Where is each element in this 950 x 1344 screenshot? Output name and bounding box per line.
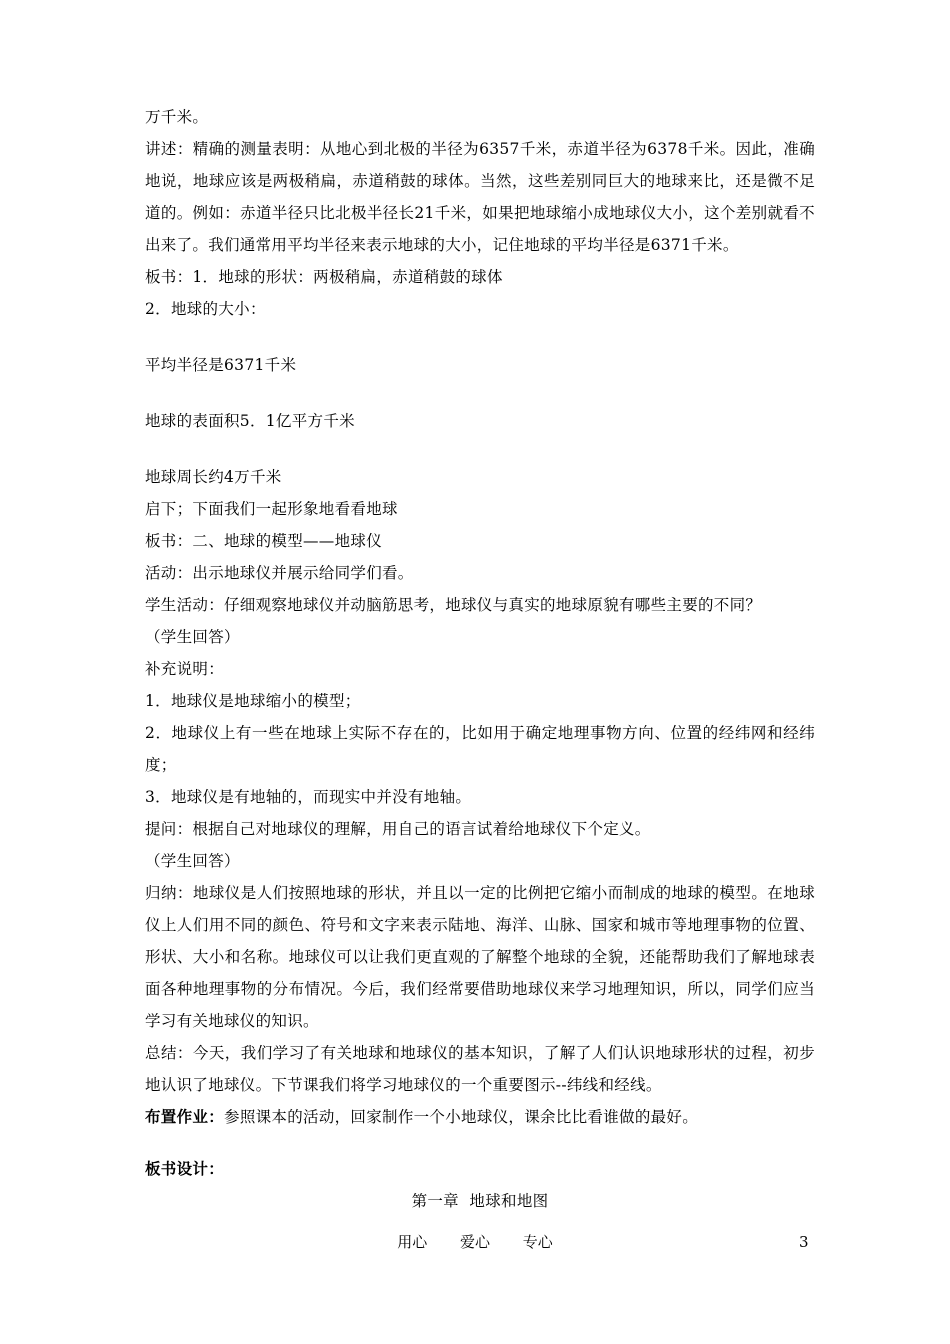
activity-line: 活动：出示地球仪并展示给同学们看。 <box>145 564 414 582</box>
board-note-shape: 板书：1．地球的形状：两极稍扁，赤道稍鼓的球体 <box>145 268 503 286</box>
surface-area-line: 地球的表面积5．1亿平方千米 <box>145 412 355 430</box>
board-design-heading: 板书设计： <box>145 1159 225 1178</box>
student-answer-line: （学生回答） <box>145 628 240 646</box>
supplement-heading: 补充说明： <box>145 660 225 678</box>
footer-motto-2: 爱心 <box>459 1233 490 1251</box>
board-note-globe: 板书：二、地球的模型——地球仪 <box>145 532 383 550</box>
chapter-title: 第一章 地球和地图 <box>411 1192 549 1210</box>
homework-label: 布置作业： <box>145 1107 225 1126</box>
board-note-size: 2．地球的大小： <box>145 300 266 318</box>
circumference-line: 地球周长约4万千米 <box>145 468 282 486</box>
supplement-item-2: 2．地球仪上有一些在地球上实际不存在的，比如用于确定地理事物方向、位置的经纬网和经纬度； <box>145 724 815 774</box>
average-radius-line: 平均半径是6371千米 <box>145 356 297 374</box>
footer-motto-3: 专心 <box>522 1233 553 1251</box>
homework-text: 参照课本的活动，回家制作一个小地球仪，课余比比看谁做的最好。 <box>224 1108 699 1126</box>
document-body <box>145 101 815 1217</box>
student-answer-line-2: （学生回答） <box>145 852 240 870</box>
supplement-item-1: 1．地球仪是地球缩小的模型； <box>145 692 361 710</box>
summary-paragraph: 归纳：地球仪是人们按照地球的形状，并且以一定的比例把它缩小而制成的地球的模型。在地球仪上人们用不同的颜色、符号和文字来表示陆地、海洋、山脉、国家和城市等地理事物的位置、形状、大小和名称。地球仪可以让我们更直观的了解整个地球的全貌，还能帮助我们了解地球表面各种地理事物的分布情况。今后，我们经常要借助地球仪来学习地理知识，所以，同学们应当学习有关地球仪的知识。 <box>145 884 815 1030</box>
question-line: 提问：根据自己对地球仪的理解，用自己的语言试着给地球仪下个定义。 <box>145 820 651 838</box>
page-number: 3 <box>799 1233 809 1251</box>
transition-line: 启下；下面我们一起形象地看看地球 <box>145 500 398 518</box>
student-activity-line: 学生活动：仔细观察地球仪并动脑筋思考，地球仪与真实的地球原貌有哪些主要的不同？ <box>145 596 762 614</box>
text-line: 万千米。 <box>145 108 209 126</box>
conclusion-paragraph: 总结：今天，我们学习了有关地球和地球仪的基本知识，了解了人们认识地球形状的过程，初步地认识了地球仪。下节课我们将学习地球仪的一个重要图示--纬线和经线。 <box>145 1044 815 1094</box>
footer-motto-1: 用心 <box>397 1233 428 1251</box>
supplement-item-3: 3．地球仪是有地轴的，而现实中并没有地轴。 <box>145 788 472 806</box>
homework-line <box>145 1101 815 1133</box>
narration-paragraph: 讲述：精确的测量表明：从地心到北极的半径为6357千米，赤道半径为6378千米。因此，准确地说，地球应该是两极稍扁，赤道稍鼓的球体。当然，这些差别同巨大的地球来比，还是微不足道的。例如：赤道半径只比北极半径长21千米，如果把地球缩小成地球仪大小，这个差别就看不出来了。我们通常用平均半径来表示地球的大小，记住地球的平均半径是6371千米。 <box>145 140 815 254</box>
